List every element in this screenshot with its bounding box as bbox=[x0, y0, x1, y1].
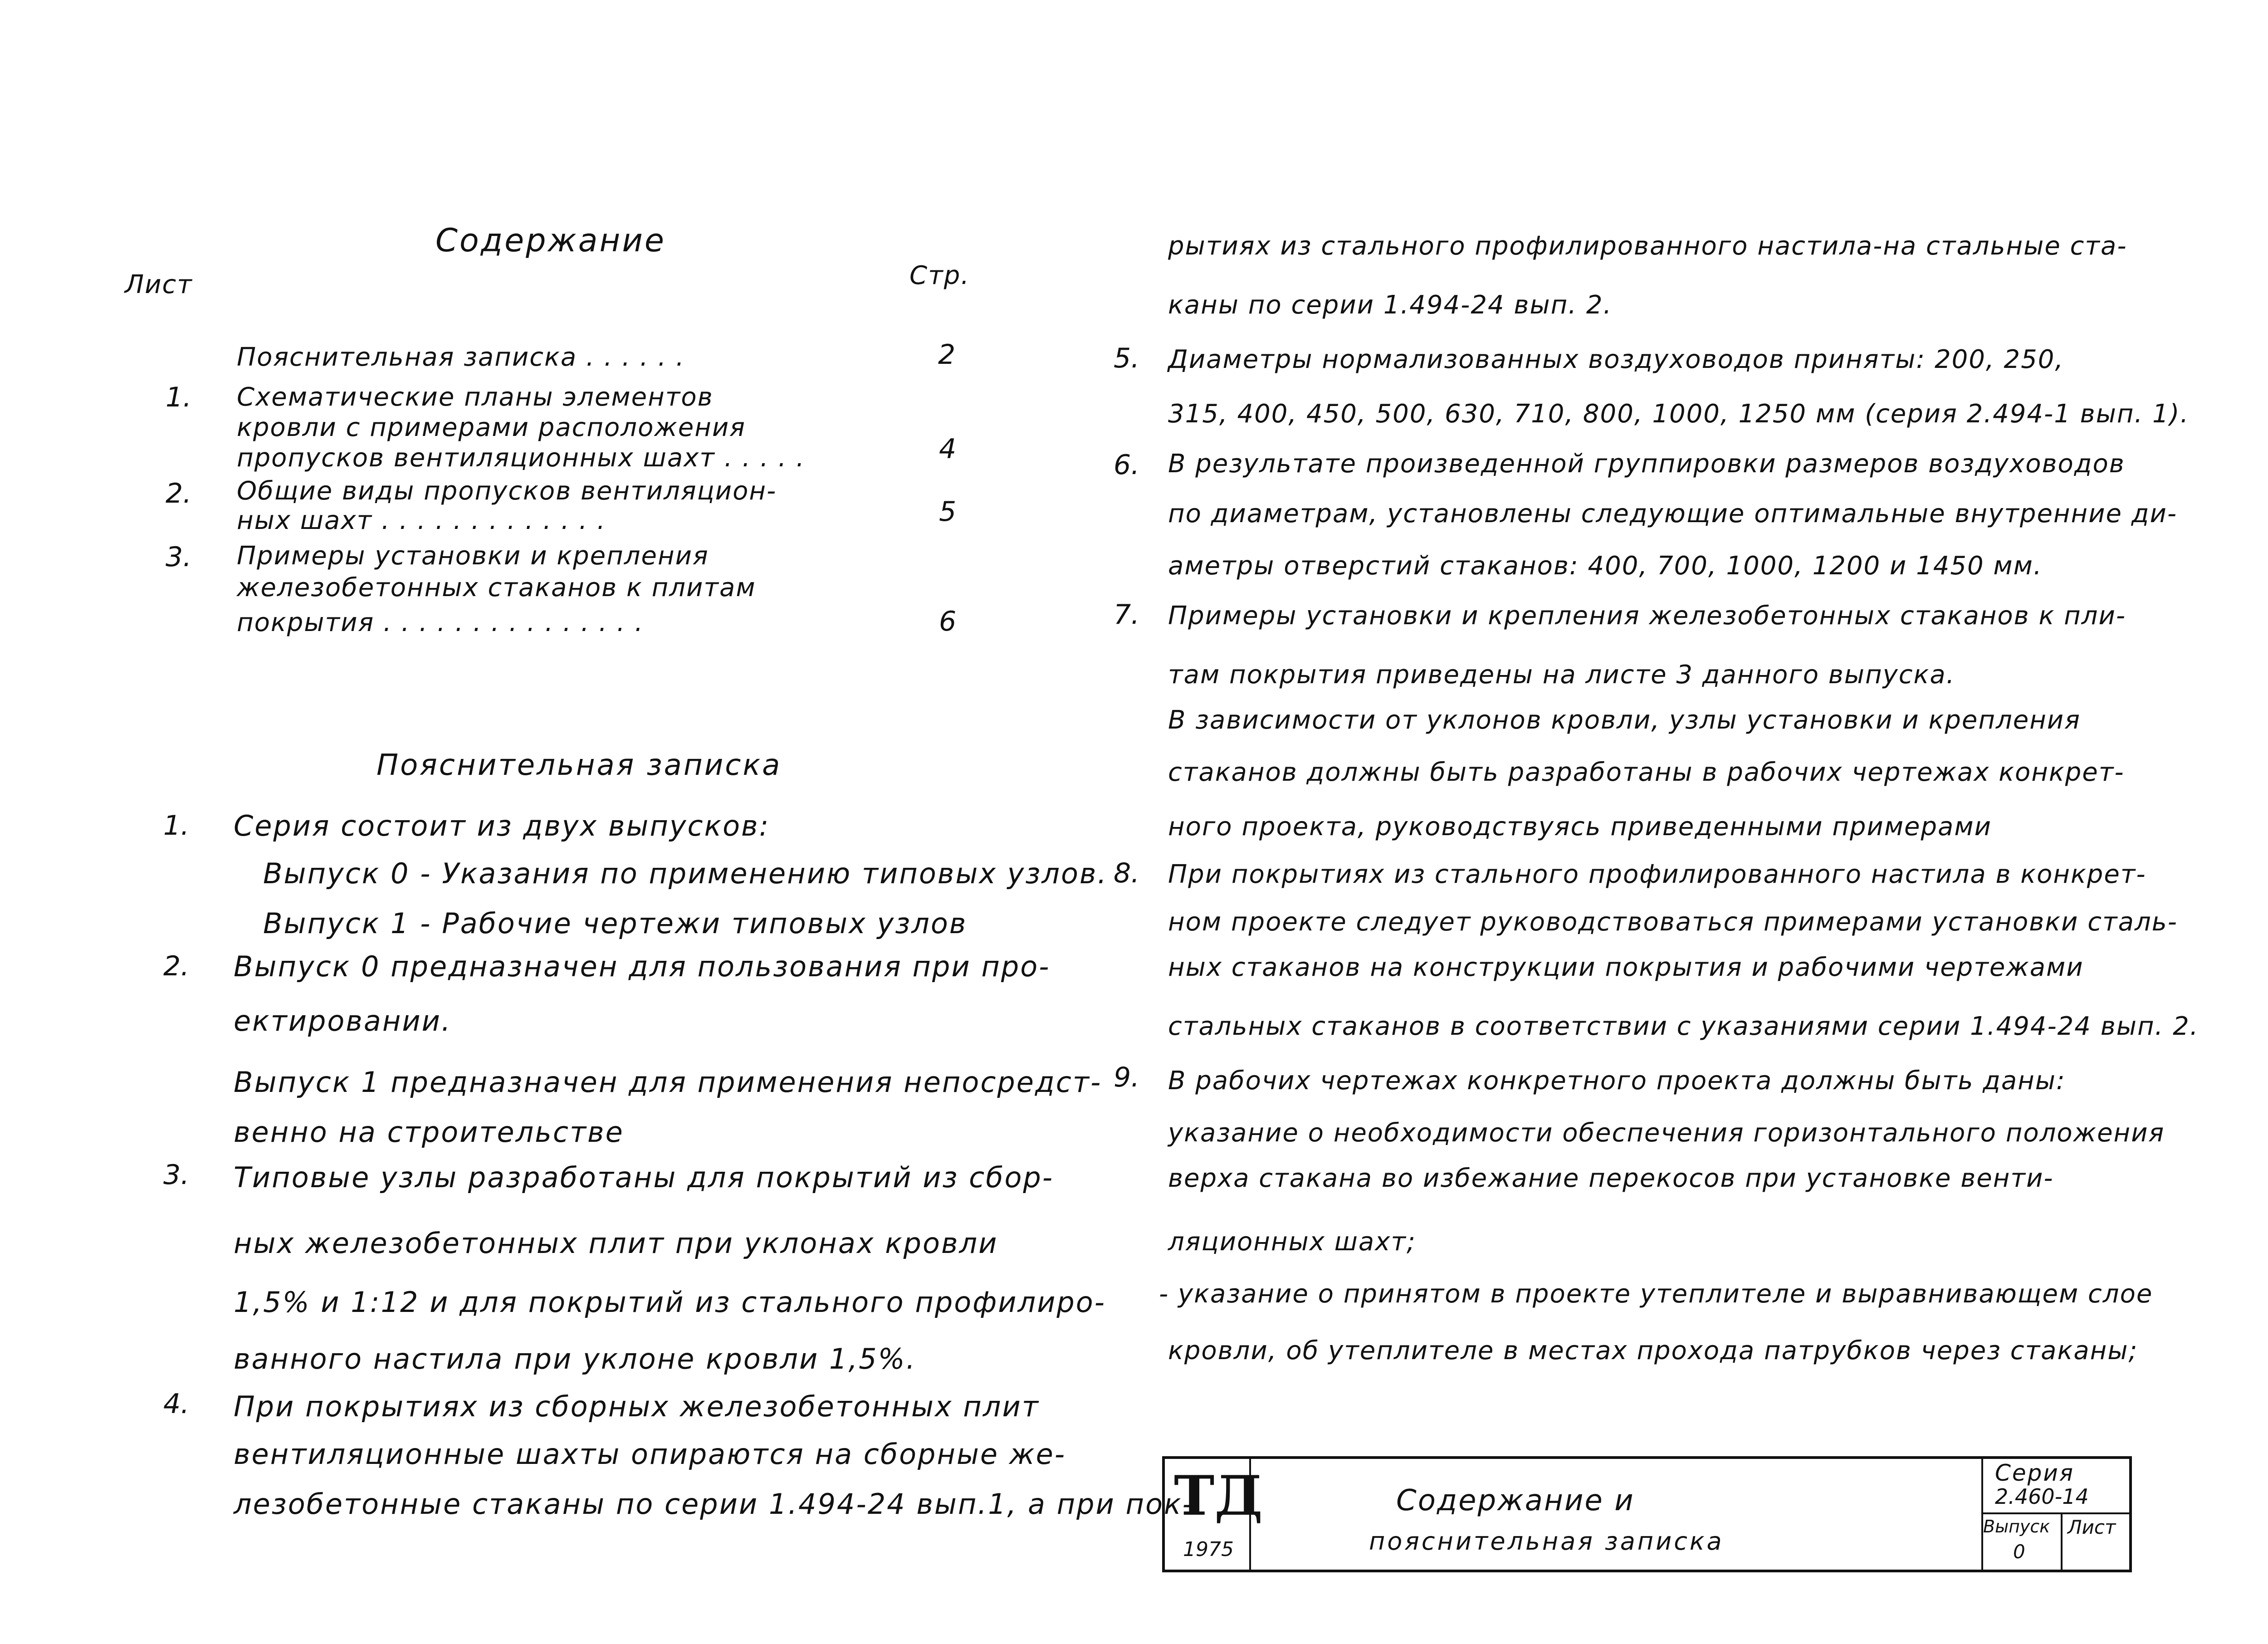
note-item-num: 2. bbox=[163, 950, 190, 982]
toc-col-sheet: Лист bbox=[125, 270, 193, 299]
note-line: Диаметры нормализованных воздуховодов приняты: 200, 250, bbox=[1168, 345, 2064, 374]
toc-item-text: ных шахт . . . . . . . . . . . . . bbox=[237, 506, 606, 535]
title-block-title-line1: Содержание и bbox=[1396, 1484, 1635, 1517]
note-line: по диаметрам, установлены следующие оптимальные внутренние ди- bbox=[1168, 499, 2178, 528]
toc-item-text: кровли с примерами расположения bbox=[237, 413, 746, 442]
note-line: Серия состоит из двух выпусков: bbox=[234, 809, 770, 842]
note-line: лезобетонные стаканы по серии 1.494-24 вып.1, а при пок- bbox=[234, 1487, 1194, 1521]
note-item-num: 1. bbox=[163, 810, 190, 842]
note-line: При покрытиях из сборных железобетонных плит bbox=[234, 1390, 1040, 1423]
title-block-sheet-label: Лист bbox=[2068, 1516, 2116, 1538]
toc-item-num: 2. bbox=[166, 478, 192, 509]
note-item-num: 9. bbox=[1114, 1062, 1140, 1093]
note-line: верха стакана во избежание перекосов при установке венти- bbox=[1168, 1164, 2054, 1193]
note-line: стаканов должны быть разработаны в рабочих чертежах конкрет- bbox=[1168, 758, 2125, 787]
toc-item-num: 3. bbox=[166, 541, 192, 573]
note-item-num: 5. bbox=[1114, 342, 1140, 374]
toc-title: Содержание bbox=[435, 222, 666, 259]
note-line: ных стаканов на конструкции покрытия и рабочими чертежами bbox=[1168, 953, 2084, 982]
note-line: ляционных шахт; bbox=[1168, 1227, 1416, 1257]
title-block-series-label: Серия bbox=[1995, 1460, 2074, 1486]
note-line: вентиляционные шахты опираются на сборные же- bbox=[234, 1438, 1066, 1471]
toc-item-text: Пояснительная записка . . . . . . bbox=[237, 342, 685, 372]
title-block bbox=[1162, 1456, 2132, 1572]
note-title: Пояснительная записка bbox=[376, 749, 782, 782]
toc-item-page: 4 bbox=[939, 433, 957, 465]
note-line: 315, 400, 450, 500, 630, 710, 800, 1000, 1250 мм (серия 2.494-1 вып. 1). bbox=[1168, 399, 2190, 429]
title-block-series-value: 2.460-14 bbox=[1995, 1484, 2089, 1509]
note-line: Типовые узлы разработаны для покрытий из сбор- bbox=[234, 1161, 1054, 1194]
toc-item-text: Общие виды пропусков вентиляцион- bbox=[237, 476, 777, 506]
note-line: каны по серии 1.494-24 вып. 2. bbox=[1168, 290, 1613, 320]
note-line: Выпуск 1 - Рабочие чертежи типовых узлов bbox=[263, 907, 968, 940]
note-line: стальных стаканов в соответствии с указаниями серии 1.494-24 вып. 2. bbox=[1168, 1012, 2199, 1041]
note-item-num: 4. bbox=[163, 1388, 190, 1420]
toc-item-num: 1. bbox=[166, 382, 192, 413]
toc-item-text: покрытия . . . . . . . . . . . . . . . bbox=[237, 608, 644, 637]
note-line: ектировании. bbox=[234, 1004, 452, 1037]
note-line: ных железобетонных плит при уклонах кровли bbox=[234, 1227, 998, 1260]
toc-item-page: 5 bbox=[939, 496, 957, 528]
title-block-issue-label: Выпуск bbox=[1983, 1517, 2050, 1536]
note-line: 1,5% и 1:12 и для покрытий из стального профилиро- bbox=[234, 1286, 1106, 1319]
toc-item-text: Примеры установки и крепления bbox=[237, 541, 709, 571]
note-line: Выпуск 0 - Указания по применению типовых узлов. bbox=[263, 857, 1108, 890]
note-line: аметры отверстий стаканов: 400, 700, 1000, 1200 и 1450 мм. bbox=[1168, 551, 2043, 581]
title-block-year: 1975 bbox=[1183, 1538, 1234, 1561]
note-item-num: 8. bbox=[1114, 857, 1140, 889]
note-line: ном проекте следует руководствоваться примерами установки сталь- bbox=[1168, 907, 2178, 937]
note-item-num: 7. bbox=[1114, 599, 1140, 631]
note-line: указание о необходимости обеспечения горизонтального положения bbox=[1168, 1118, 2165, 1148]
note-line: Примеры установки и крепления железобетонных стаканов к пли- bbox=[1168, 601, 2126, 631]
toc-item-page: 6 bbox=[939, 606, 957, 637]
title-block-title-line2: пояснительная записка bbox=[1369, 1527, 1724, 1556]
note-line: кровли, об утеплителе в местах прохода патрубков через стаканы; bbox=[1168, 1336, 2138, 1365]
note-line: В зависимости от уклонов кровли, узлы установки и крепления bbox=[1168, 705, 2081, 735]
note-line: В рабочих чертежах конкретного проекта должны быть даны: bbox=[1168, 1066, 2066, 1096]
note-line: ного проекта, руководствуясь приведенными примерами bbox=[1168, 812, 1992, 842]
toc-item-text: пропусков вентиляционных шахт . . . . . bbox=[237, 443, 805, 473]
note-line: рытиях из стального профилированного настила-на стальные ста- bbox=[1168, 231, 2127, 261]
note-item-num: 6. bbox=[1114, 449, 1140, 481]
note-line: ванного настила при уклоне кровли 1,5%. bbox=[234, 1342, 917, 1375]
note-item-num: 3. bbox=[163, 1159, 190, 1191]
toc-item-page: 2 bbox=[938, 339, 956, 371]
title-block-logo: ТД bbox=[1174, 1464, 1263, 1528]
note-line: венно на строительстве bbox=[234, 1116, 624, 1149]
title-block-issue-value: 0 bbox=[2013, 1541, 2025, 1563]
note-line: При покрытиях из стального профилированного настила в конкрет- bbox=[1168, 860, 2146, 889]
note-line: там покрытия приведены на листе 3 данного выпуска. bbox=[1168, 660, 1955, 690]
note-line: Выпуск 1 предназначен для применения непосредст- bbox=[234, 1066, 1102, 1099]
note-line: - указание о принятом в проекте утеплителе и выравнивающем слое bbox=[1159, 1279, 2153, 1309]
toc-item-text: железобетонных стаканов к плитам bbox=[237, 573, 756, 602]
toc-item-text: Схематические планы элементов bbox=[237, 382, 714, 412]
note-line: В результате произведенной группировки размеров воздуховодов bbox=[1168, 449, 2125, 479]
note-line: Выпуск 0 предназначен для пользования при про- bbox=[234, 950, 1051, 983]
toc-col-page: Стр. bbox=[909, 261, 970, 290]
